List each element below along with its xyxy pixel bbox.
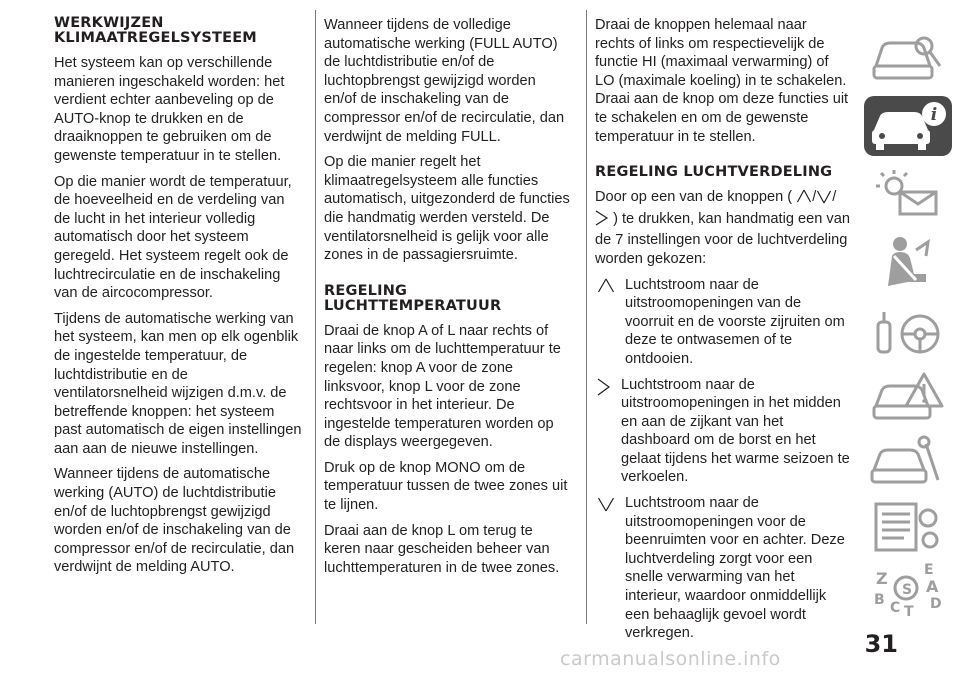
emergency-car-icon: [864, 413, 952, 430]
paragraph: Draai de knop A of L naar rechts of naar links om de luchttemperatuur te regelen: knop A voor de zone linksvoor, knop L voor de zone rechtsvoor in het interieur. De ingestelde temperaturen worden op de displays weergegeven.: [324, 322, 561, 451]
heading-luchttemperatuur: REGELING LUCHTTEMPERATUUR: [324, 282, 502, 314]
watermark: carmanualsonline.info: [560, 648, 781, 670]
technical-data-icon: [864, 543, 952, 560]
tab-warning-lights[interactable]: [864, 164, 952, 224]
svg-text:i: i: [930, 105, 938, 125]
heading-luchtverdeling: REGELING LUCHTVERDELING: [595, 164, 833, 181]
driving-steering-icon: [864, 349, 952, 366]
column-divider: [586, 10, 587, 624]
maintenance-tools-icon: [864, 477, 952, 494]
windscreen-airflow-icon: [796, 189, 812, 210]
column-2: [324, 16, 572, 584]
svg-text:A: A: [926, 577, 939, 596]
paragraph: Op die manier regelt het klimaatregelsysteem alle functies automatisch, uitgezonderd de functies die handmatig werden versteld. De ventilatorsnelheid is gelijk voor alle zones in de passagiersruimte.: [324, 154, 570, 264]
paragraph: Wanneer tijdens de automatische werking (AUTO) de luchtdistributie en/of de luchtopbrengst gewijzigd worden en/of de inschakeling van de compressor en/of de recirculatie, dan verdwijnt de melding AUTO.: [54, 466, 295, 576]
alphabetical-index-icon: [864, 562, 952, 624]
svg-text:D: D: [930, 596, 942, 612]
paragraph: Wanneer tijdens de volledige automatische werking (FULL AUTO) de luchtdistributie en/of de luchtopbrengst gewijzigd worden en/of de inschakeling van de compressor en/of de recirculatie, dan verdwijnt de melding FULL.: [324, 17, 565, 145]
tab-dashboard[interactable]: [864, 26, 952, 86]
paragraph: Het systeem kan op verschillende manieren ingeschakeld worden: het verdient echter aanbeveling op de AUTO-knop te drukken en de draaiknoppen te gebruiken om de gewenste temperatuur in te stellen.: [54, 55, 285, 164]
paragraph: Draai de knoppen helemaal naar rechts of links om respectievelijk de functie HI (maximaal verwarming) of LO (maximale koeling) in te schakelen. Draai aan de knop om deze functies uit te schakelen en om de gewenste temperatuur in te stellen.: [595, 17, 849, 145]
tab-emergency[interactable]: [864, 366, 952, 426]
intro-paragraph: [595, 188, 850, 268]
car-dashboard-icon: [864, 73, 952, 90]
svg-text:Z: Z: [876, 569, 888, 588]
svg-text:B: B: [874, 592, 885, 608]
car-info-icon: [864, 105, 952, 160]
tab-safety[interactable]: [864, 230, 952, 290]
safety-airbag-icon: [864, 277, 952, 294]
windscreen-airflow-icon: [597, 278, 615, 300]
intro-text-after: ) te drukken, kan handmatig een van de 7 instellingen voor de luchtverdeling worden gekozen:: [595, 210, 850, 267]
foot-airflow-icon: [816, 189, 832, 210]
tab-technical-data[interactable]: [864, 496, 952, 556]
tab-alphabetical-index[interactable]: [864, 560, 952, 620]
list-item: [595, 376, 850, 488]
list-item: [595, 276, 850, 369]
svg-text:S: S: [902, 582, 913, 598]
svg-text:E: E: [924, 562, 934, 578]
foot-airflow-icon: [597, 496, 615, 518]
intro-text-before: Door op een van de knoppen (: [595, 189, 793, 206]
column-divider: [315, 10, 316, 624]
item-text: Luchtstroom naar de uitstroomopeningen van de voorruit en de voorste zijruiten om deze te ontwasemen of te ontdooien.: [625, 276, 845, 367]
paragraph: Druk op de knop MONO om de temperatuur tussen de twee zones uit te lijnen.: [324, 459, 568, 514]
item-text: Luchtstroom naar de uitstroomopeningen voor de beenruimten voor en achter. Deze luchtverdeling zorgt voor een snelle verwarming van het interieur, waardoor onmiddellijk een behaaglijk gevoel wordt verkregen.: [625, 495, 845, 642]
list-item: [595, 494, 850, 643]
paragraph: Draai aan de knop L om terug te keren naar gescheiden beheer van luchttemperaturen in de twee zones.: [324, 522, 560, 576]
svg-text:T: T: [904, 604, 914, 620]
intro-separator: /: [812, 189, 817, 206]
tab-car-info[interactable]: [864, 96, 952, 156]
chapter-sidebar: [858, 0, 960, 678]
paragraph: Tijdens de automatische werking van het systeem, kan men op elk ogenblik de ingestelde temperatuur, de luchtdistributie en de ventilatorsnelheid wijzigen d.m.v. de betreffende knoppen: het systeem past automatisch de eigen instellingen aan aan de nieuwe instellingen.: [54, 310, 302, 457]
svg-text:C: C: [890, 600, 901, 616]
paragraph: Op die manier wordt de temperatuur, de hoeveelheid en de verdeling van de lucht in het interieur volledig automatisch door het systeem geregeld. Het systeem regelt ook de luchtrecirculatie en de inschakeling van de aircocompressor.: [54, 173, 292, 302]
column-1: [54, 16, 304, 584]
tab-driving[interactable]: [864, 302, 952, 362]
heading-werkwijzen: WERKWIJZEN KLIMAATREGELSYSTEEM: [54, 15, 257, 46]
page-number: 31: [864, 630, 898, 658]
center-airflow-icon: [595, 210, 609, 232]
intro-separator: /: [832, 189, 837, 206]
warning-lights-icon: [864, 211, 952, 228]
item-text: Luchtstroom naar de uitstroomopeningen in het midden en aan de zijkant van het dashboard om de borst en het gelaat tijdens het warme seizoen te verkoelen.: [621, 376, 850, 486]
center-airflow-icon: [597, 378, 611, 402]
tab-maintenance[interactable]: [864, 430, 952, 490]
column-3: [595, 16, 850, 650]
